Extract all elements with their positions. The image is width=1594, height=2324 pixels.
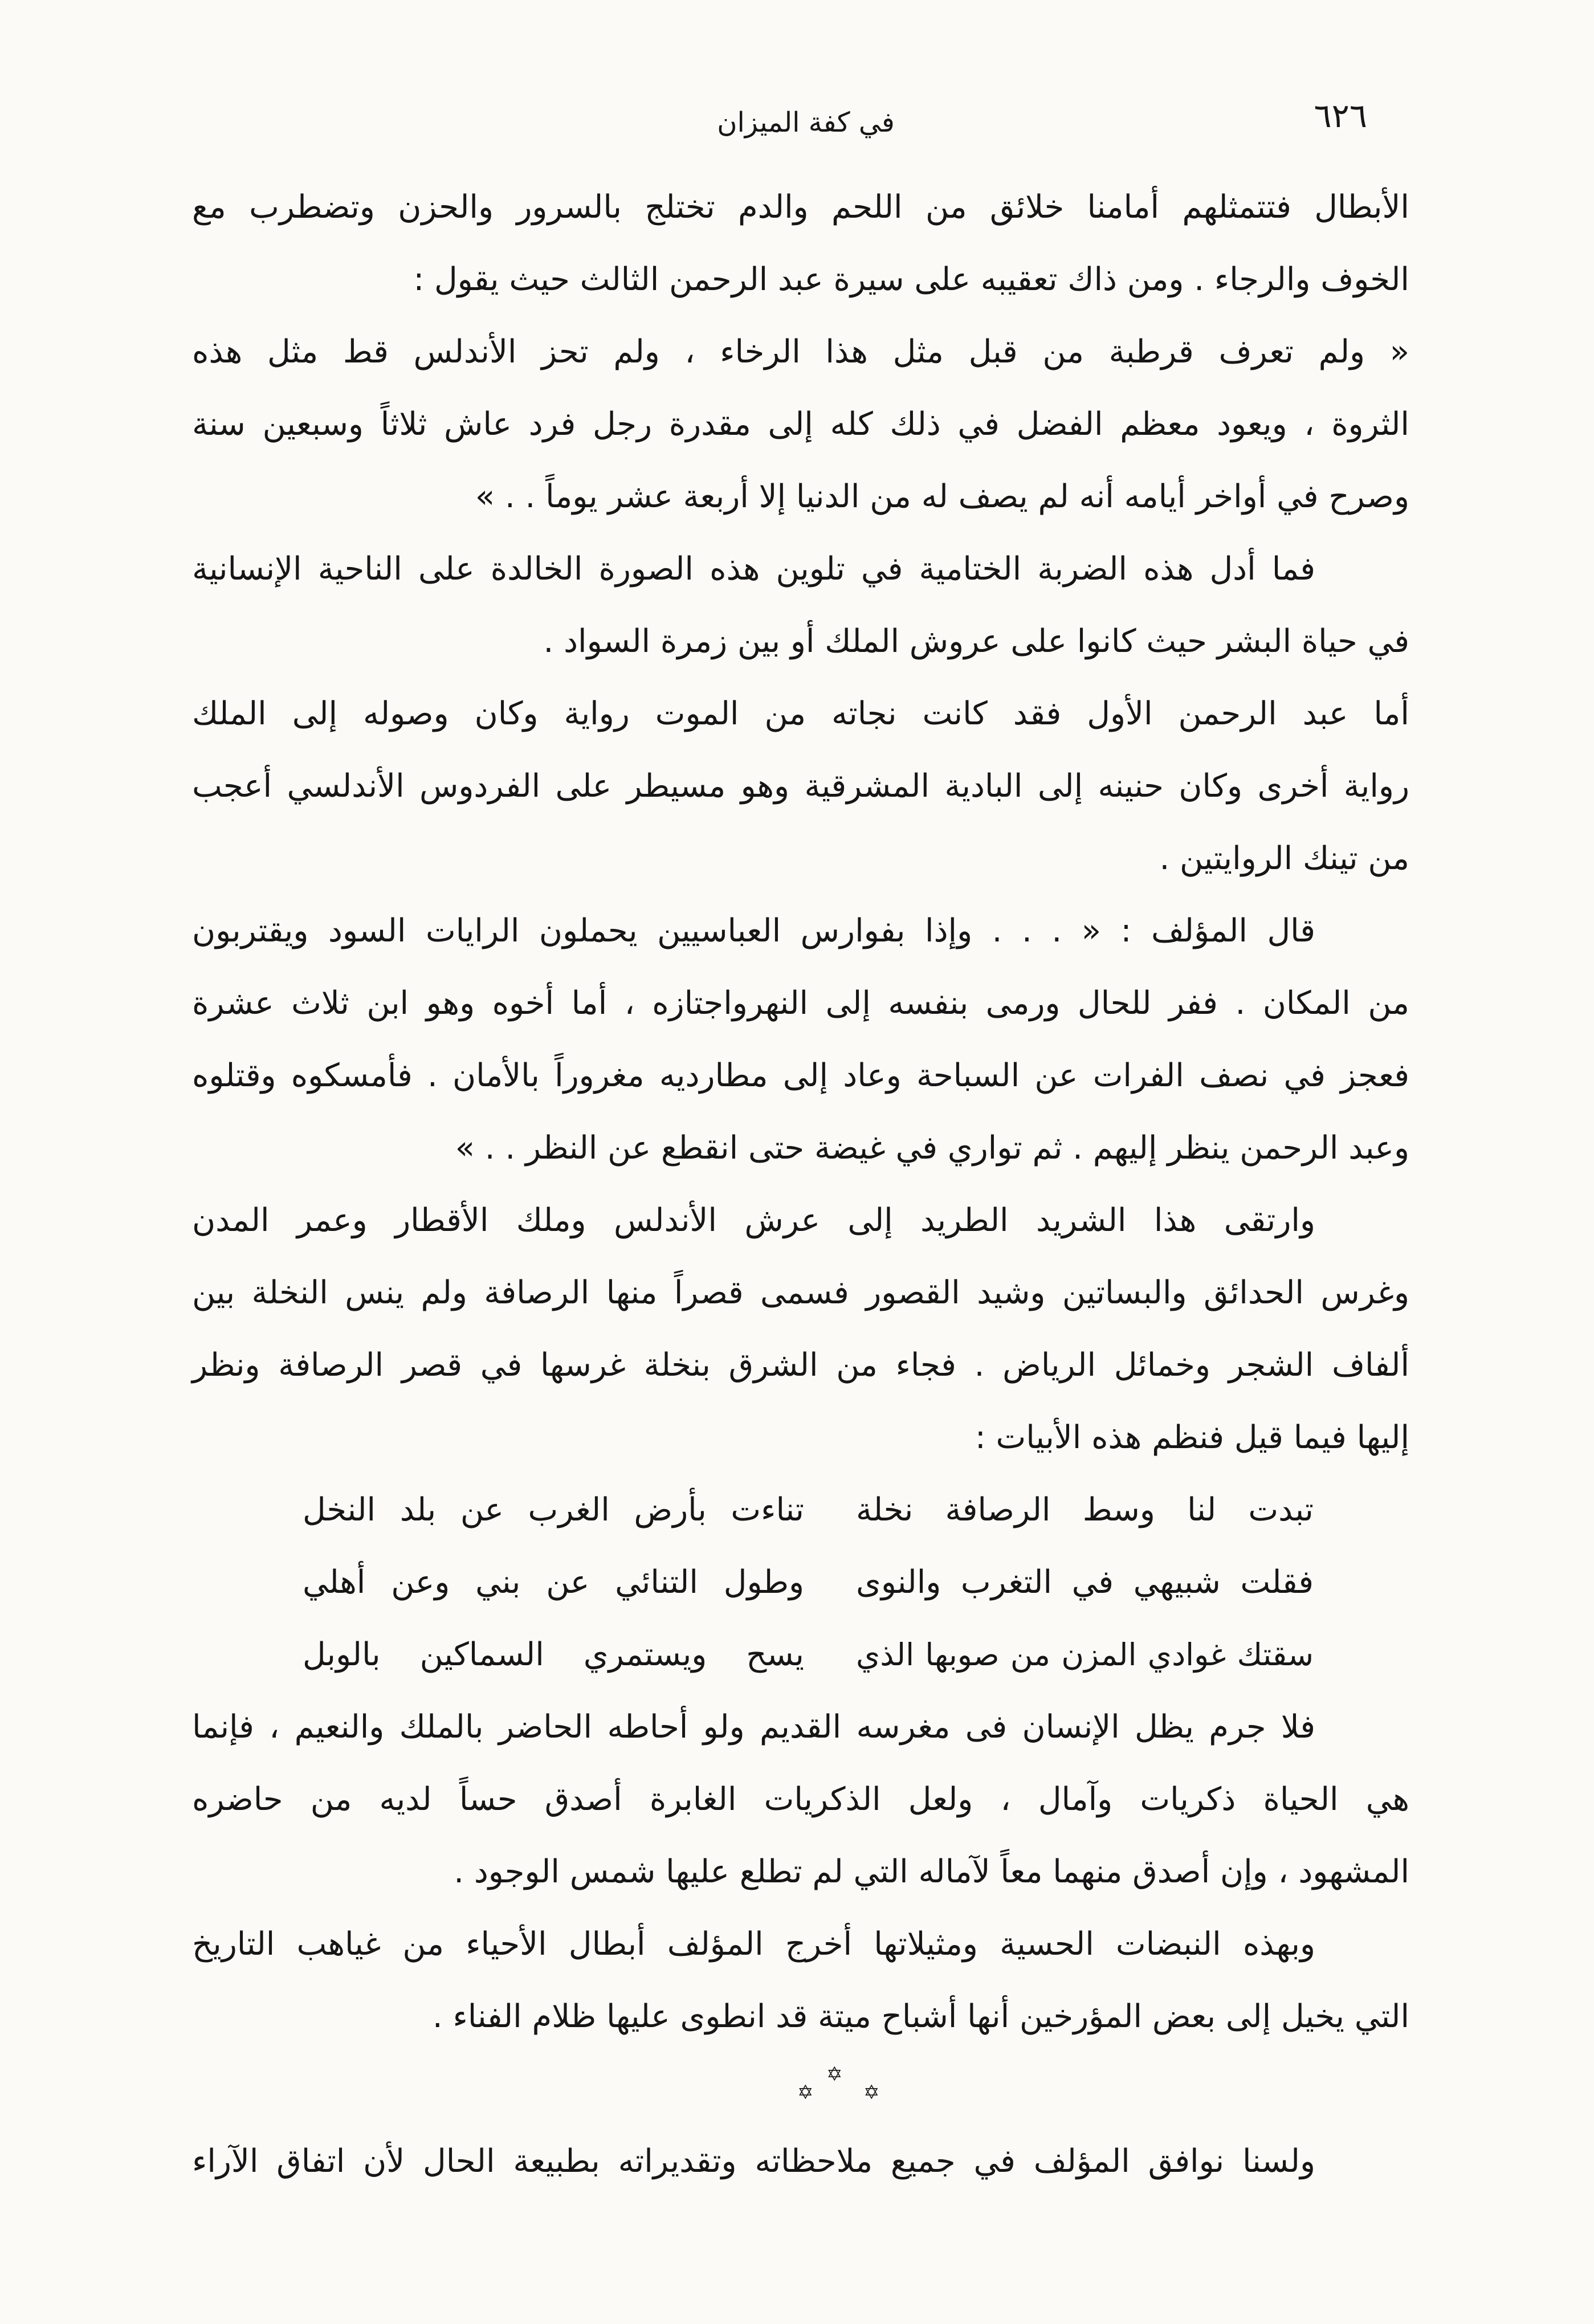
body-text [192, 171, 1409, 2197]
text-line: « ولم تعرف قرطبة من قبل مثل هذا الرخاء ، ولم تحز الأندلس قط مثل هذه [192, 333, 1409, 370]
text-line: وبهذه النبضات الحسية ومثيلاتها أخرج المؤلف أبطال الأحياء من غياهب التاريخ [192, 1926, 1315, 1963]
text-line: فعجز في نصف الفرات عن السباحة وعاد إلى مطارديه مغروراً بالأمان . فأمسكوه وقتلوه [192, 1057, 1409, 1094]
text-line: الخوف والرجاء . ومن ذاك تعقيبه على سيرة عبد الرحمن الثالث حيث يقول : [413, 261, 1409, 298]
star-ornament-icon: ✡ [863, 2081, 880, 2104]
section-separator [192, 2053, 1409, 2125]
text-line: وعبد الرحمن ينظر إليهم . ثم تواري في غيضة حتى انقطع عن النظر . . » [455, 1130, 1409, 1167]
running-title: في كفة الميزان [717, 107, 895, 138]
text-line: رواية أخرى وكان حنينه إلى البادية المشرقية وهو مسيطر على الفردوس الأندلسي أعجب [192, 768, 1409, 805]
text-line: إليها فيما قيل فنظم هذه الأبيات : [975, 1419, 1409, 1456]
verse-second-hemistich: يسح ويستمري السماكين بالوبل [303, 1636, 804, 1673]
poem-verse [192, 1546, 1409, 1618]
text-line: في حياة البشر حيث كانوا على عروش الملك أو بين زمرة السواد . [543, 623, 1409, 660]
poem-verse [192, 1618, 1409, 1691]
poem-verse [192, 1474, 1409, 1546]
text-line: المشهود ، وإن أصدق منهما معاً لآماله التي لم تطلع عليها شمس الوجود . [454, 1853, 1409, 1890]
text-line: وصرح في أواخر أيامه أنه لم يصف له من الدنيا إلا أربعة عشر يوماً . . » [475, 478, 1409, 515]
star-ornament-icon: ✡ [797, 2081, 814, 2104]
text-line: التي يخيل إلى بعض المؤرخين أنها أشباح ميتة قد انطوى عليها ظلام الفناء . [432, 1998, 1409, 2035]
verse-first-hemistich: فقلت شبيهي في التغرب والنوى [856, 1564, 1314, 1601]
text-line: الثروة ، ويعود معظم الفضل في ذلك كله إلى مقدرة رجل فرد عاش ثلاثاً وسبعين سنة [192, 406, 1409, 443]
text-line: هي الحياة ذكريات وآمال ، ولعل الذكريات الغابرة أصدق حساً لديه من حاضره [192, 1781, 1409, 1818]
text-line: ألفاف الشجر وخمائل الرياض . فجاء من الشرق بنخلة غرسها في قصر الرصافة ونظر [192, 1347, 1409, 1384]
text-line: وغرس الحدائق والبساتين وشيد القصور فسمى قصراً منها الرصافة ولم ينس النخلة بين [192, 1274, 1409, 1311]
verse-second-hemistich: تناءت بأرض الغرب عن بلد النخل [303, 1491, 804, 1528]
text-line: أما عبد الرحمن الأول فقد كانت نجاته من الموت رواية وكان وصوله إلى الملك [192, 695, 1409, 732]
text-line: وارتقى هذا الشريد الطريد إلى عرش الأندلس وملك الأقطار وعمر المدن [192, 1202, 1315, 1239]
text-line: من تينك الروايتين . [1159, 840, 1409, 877]
text-line: قال المؤلف : « . . . وإذا بفوارس العباسيين يحملون الرايات السود ويقتربون [192, 912, 1315, 949]
text-line: فلا جرم يظل الإنسان فى مغرسه القديم ولو أحاطه الحاضر بالملك والنعيم ، فإنما [192, 1709, 1315, 1746]
star-ornament-icon: ✡ [826, 2063, 843, 2086]
verse-first-hemistich: سقتك غوادي المزن من صوبها الذي [856, 1637, 1314, 1673]
page-number: ٦٢٦ [1314, 96, 1367, 135]
verse-second-hemistich: وطول التنائي عن بني وعن أهلي [303, 1564, 804, 1601]
text-line: الأبطال فتتمثلهم أمامنا خلائق من اللحم والدم تختلج بالسرور والحزن وتضطرب مع [192, 189, 1409, 226]
verse-first-hemistich: تبدت لنا وسط الرصافة نخلة [856, 1491, 1314, 1528]
text-line: من المكان . ففر للحال ورمى بنفسه إلى النهرواجتازه ، أما أخوه وهو ابن ثلاث عشرة [192, 985, 1409, 1022]
text-line: فما أدل هذه الضربة الختامية في تلوين هذه الصورة الخالدة على الناحية الإنسانية [192, 551, 1315, 588]
text-line: ولسنا نوافق المؤلف في جميع ملاحظاته وتقديراته بطبيعة الحال لأن اتفاق الآراء [192, 2143, 1315, 2180]
